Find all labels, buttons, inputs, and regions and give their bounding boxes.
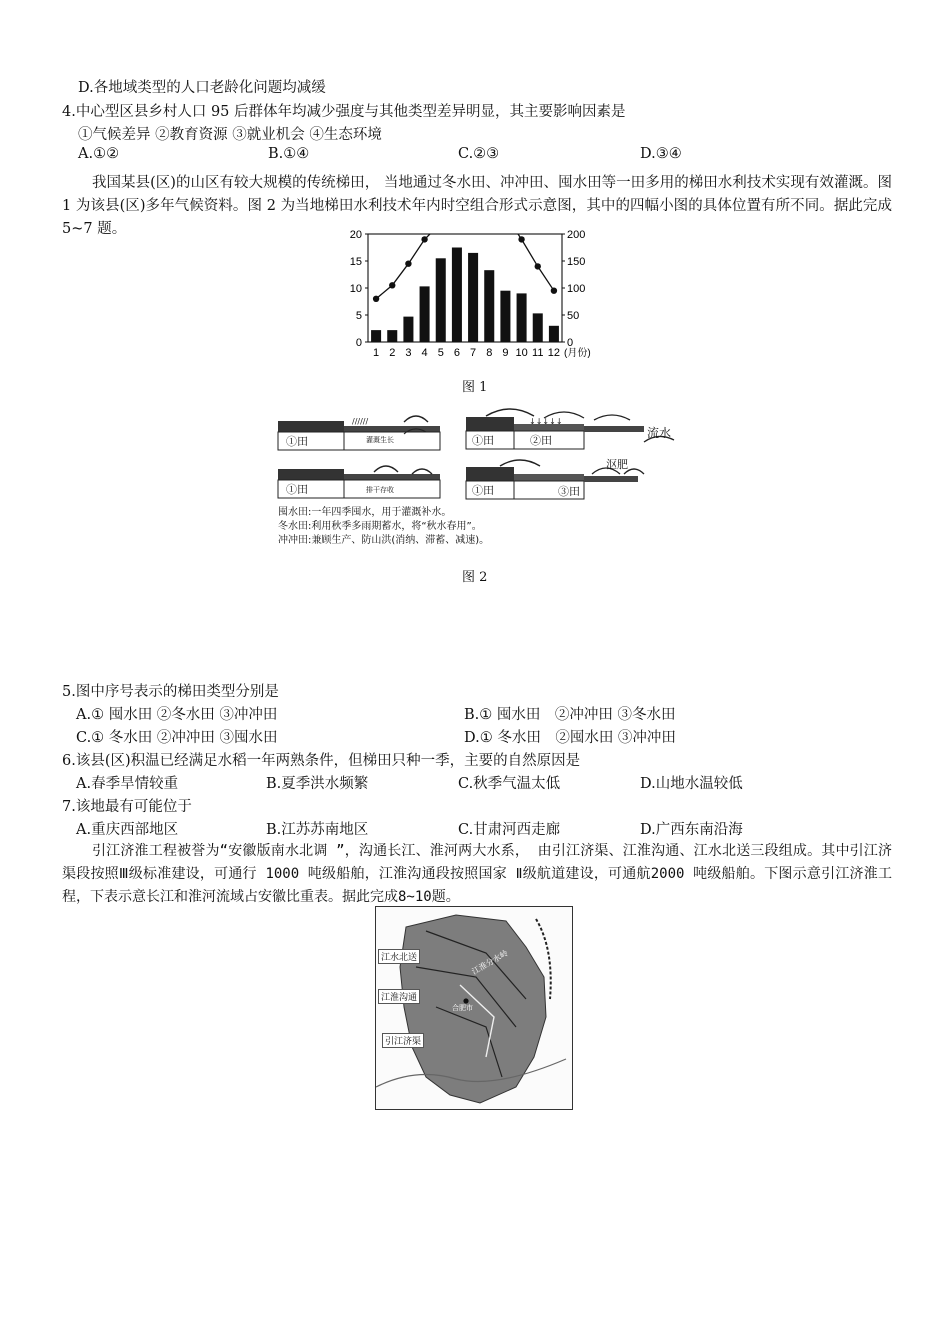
precipitation-bar xyxy=(403,317,413,342)
x-tick-label: 10 xyxy=(515,347,528,359)
panel-3-caption: 排干存收 xyxy=(366,486,394,494)
temperature-series xyxy=(376,226,554,299)
city-label: 合肥市 xyxy=(452,1004,473,1012)
intro-passage-2: 引江济淮工程被誉为“安徽版南水北调 ”，沟通长江、淮河两大水系， 由引江济渠、江淮沟通、江水北送三段组成。其中引江济渠段按照Ⅲ级标准建设，可通行 1000 吨级船舶，江淮沟通段按照国家 Ⅱ级航道建设，可通航2000 吨级船舶。下图示意引江济淮工程，下表示意长江和淮河流域占安徽比重表。据此完成8~10题。 xyxy=(62,843,892,905)
q7-stem: 7.该地最有可能位于 xyxy=(62,799,192,815)
x-tick-label: 1 xyxy=(373,347,380,359)
right-tick-label: 200 xyxy=(567,229,586,241)
terrace-diagram xyxy=(274,404,694,554)
temperature-line xyxy=(373,226,557,302)
climate-chart xyxy=(340,226,610,364)
q4-factors: ①气候差异 ②教育资源 ③就业机会 ④生态环境 xyxy=(78,127,382,143)
temperature-point xyxy=(405,261,411,267)
precipitation-bar xyxy=(549,326,559,342)
q6-stem: 6.该县(区)积温已经满足水稻一年两熟条件，但梯田只种一季，主要的自然原因是 xyxy=(62,753,581,769)
q5-option-c: C.① 冬水田 ②冲冲田 ③囤水田 xyxy=(76,730,278,746)
temperature-point xyxy=(535,263,541,269)
q5-stem: 5.图中序号表示的梯田类型分别是 xyxy=(62,684,279,700)
precipitation-bar xyxy=(436,258,446,342)
flow-label: 流水 xyxy=(647,426,672,440)
temperature-point xyxy=(421,236,427,242)
x-tick-label: 9 xyxy=(502,347,509,359)
precipitation-bar xyxy=(533,313,543,342)
q4-option-a: A.①② xyxy=(78,146,120,162)
figure-2-caption: 图 2 xyxy=(462,570,488,585)
x-tick-label: 6 xyxy=(453,347,460,359)
temperature-point xyxy=(373,296,379,302)
panel-4-field-label-2: ③田 xyxy=(558,485,580,498)
right-tick-label: 150 xyxy=(567,256,586,268)
panel-4-tag: 沤肥 xyxy=(606,458,628,471)
left-tick-label: 20 xyxy=(349,229,362,241)
note-2: 冬水田:利用秋季多雨期蓄水，将“秋水春用”。 xyxy=(278,521,482,532)
note-3: 冲冲田:兼顾生产、防山洪(消纳、滞蓄、减速)。 xyxy=(278,535,490,546)
temperature-point xyxy=(551,288,557,294)
x-unit-label: (月份) xyxy=(564,348,591,359)
x-tick-label: 7 xyxy=(470,347,477,359)
x-tick-label: 4 xyxy=(421,347,428,359)
figure-1-caption: 图 1 xyxy=(462,380,488,395)
q4-option-c: C.②③ xyxy=(458,146,500,162)
left-tick-label: 15 xyxy=(349,256,362,268)
panel-2-field-label: ①田 xyxy=(472,434,494,447)
x-tick-label: 5 xyxy=(437,347,444,359)
q5-option-a: A.① 囤水田 ②冬水田 ③冲冲田 xyxy=(76,707,278,723)
temperature-polyline xyxy=(376,226,554,299)
q5-option-b: B.① 囤水田 ②冲冲田 ③冬水田 xyxy=(464,707,676,723)
precipitation-bar xyxy=(500,291,510,342)
right-tick-label: 50 xyxy=(567,310,580,322)
q4-option-b: B.①④ xyxy=(268,146,310,162)
q6-option-d: D.山地水温较低 xyxy=(640,776,743,792)
note-1: 囤水田:一年四季囤水，用于灌溉补水。 xyxy=(278,507,452,518)
temperature-point xyxy=(518,236,524,242)
x-tick-label: 12 xyxy=(547,347,561,359)
right-tick-label: 100 xyxy=(567,283,586,295)
q6-option-b: B.夏季洪水频繁 xyxy=(266,776,369,792)
x-tick-label: 2 xyxy=(389,347,396,359)
q5-option-d: D.① 冬水田 ②囤水田 ③冲冲田 xyxy=(464,730,676,746)
q7-option-a: A.重庆西部地区 xyxy=(76,822,179,838)
precipitation-bar xyxy=(517,293,527,342)
precipitation-bar xyxy=(484,270,494,342)
panel-2-field-label-2: ②田 xyxy=(530,434,552,447)
label-jianghuai-link: 江淮沟通 xyxy=(378,989,420,1004)
left-tick-label: 5 xyxy=(355,310,362,322)
q7-option-d: D.广西东南沿海 xyxy=(640,822,743,838)
left-tick-label: 0 xyxy=(355,337,362,349)
watershed-label: 江淮分水岭 xyxy=(470,948,510,977)
svg-text:↓↓↓↓↓: ↓↓↓↓↓ xyxy=(529,417,563,426)
q6-option-c: C.秋季气温太低 xyxy=(458,776,561,792)
q7-option-b: B.江苏苏南地区 xyxy=(266,822,369,838)
right-tick-label: 0 xyxy=(567,337,574,349)
label-north-transfer: 江水北送 xyxy=(378,949,420,964)
panel-4-field-label: ①田 xyxy=(472,484,494,497)
q7-option-c: C.甘肃河西走廊 xyxy=(458,822,561,838)
panel-1-field-label: ①田 xyxy=(286,435,308,448)
precipitation-bars xyxy=(371,248,559,343)
q6-option-a: A.春季旱情较重 xyxy=(76,776,179,792)
panel-1-caption: 灌溉生长 xyxy=(366,436,394,444)
precipitation-bar xyxy=(387,330,397,342)
x-tick-label: 11 xyxy=(532,347,544,359)
x-tick-label: 8 xyxy=(486,347,493,359)
q3-option-d: D.各地域类型的人口老龄化问题均减缓 xyxy=(78,80,326,96)
q4-option-d: D.③④ xyxy=(640,146,682,162)
temperature-point xyxy=(389,282,395,288)
svg-text://////: ////// xyxy=(352,417,369,426)
panel-3-field-label: ①田 xyxy=(286,483,308,496)
q4-stem: 4.中心型区县乡村人口 95 后群体年均减少强度与其他类型差异明显，其主要影响因素是 xyxy=(62,104,626,120)
left-tick-label: 10 xyxy=(349,283,362,295)
precipitation-bar xyxy=(420,286,430,342)
precipitation-bar xyxy=(452,248,462,343)
yangtze-huai-map xyxy=(375,906,573,1110)
diagram-notes xyxy=(278,506,489,548)
precipitation-bar xyxy=(371,330,381,342)
precipitation-bar xyxy=(468,253,478,342)
x-tick-label: 3 xyxy=(405,347,412,359)
intro-passage-1: 我国某县(区)的山区有较大规模的传统梯田， 当地通过冬水田、冲冲田、囤水田等一田多用的梯田水利技术实现有效灌溉。图 1 为该县(区)多年气候资料。图 2 为当地梯田水利技术年内时空组合形式示意图，其中的四幅小图的具体位置有所不同。据此完成5~7 题。 xyxy=(62,175,892,237)
label-river-channel: 引江济渠 xyxy=(382,1033,424,1048)
